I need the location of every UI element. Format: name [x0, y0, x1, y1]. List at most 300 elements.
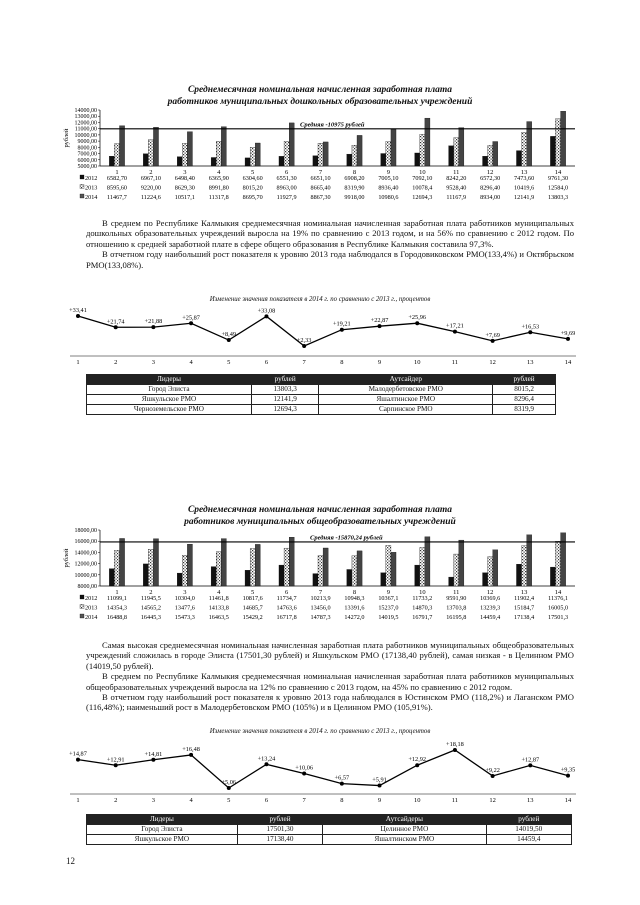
data-label: 13703,8: [446, 604, 467, 612]
data-label: 11099,1: [107, 595, 127, 602]
data-label: 12141,9: [514, 194, 535, 201]
x-tick-label: 12: [489, 359, 496, 366]
change-point: [151, 758, 155, 762]
bar-chart-general-education: [60, 526, 580, 636]
bar-2012: [143, 154, 148, 166]
change-point: [491, 774, 495, 778]
bar-2012: [483, 156, 488, 166]
x-tick-label: 8: [352, 589, 357, 596]
bar-2013: [182, 555, 187, 586]
change-label: +25,87: [182, 314, 200, 322]
bar-2014: [357, 135, 362, 166]
bar-2012: [143, 564, 148, 586]
legend-label: 2013: [85, 604, 98, 612]
change-point: [76, 314, 80, 318]
data-label: 14565,2: [140, 604, 161, 612]
legend-marker-2012: [80, 595, 84, 599]
bar-2012: [449, 146, 454, 166]
change-label: +22,87: [370, 317, 389, 325]
change-label: +12,87: [521, 756, 540, 764]
change-point: [302, 772, 306, 776]
bar-2014: [323, 142, 328, 166]
data-label: 9918,00: [344, 194, 365, 201]
bar-2013: [352, 145, 357, 166]
change-point: [76, 758, 80, 762]
outsider-value: 8015,2: [493, 385, 556, 395]
data-label: 10980,6: [378, 194, 399, 201]
x-tick-label: 4: [189, 797, 193, 804]
x-tick-label: 8: [340, 359, 344, 366]
legend-marker-2012: [80, 175, 84, 179]
change-label: +12,92: [408, 756, 427, 764]
bar-2014: [425, 537, 430, 586]
data-label: 14459,4: [480, 614, 501, 621]
bar-2013: [284, 548, 289, 586]
bar-2012: [415, 153, 420, 166]
y-tick-label: 18000,00: [74, 528, 97, 534]
bar-2013: [454, 138, 459, 166]
x-tick-label: 3: [151, 359, 156, 366]
data-label: 14133,8: [208, 604, 229, 612]
data-label: 11467,7: [107, 194, 127, 201]
x-tick-label: 1: [115, 169, 119, 176]
x-tick-label: 6: [264, 359, 269, 366]
bar-2012: [516, 564, 521, 586]
data-label: 16195,8: [446, 614, 467, 621]
data-label: 8936,40: [378, 184, 399, 192]
bar-2013: [488, 145, 493, 166]
bar-2012: [313, 156, 318, 166]
table-header: рублей: [251, 375, 318, 385]
data-label: 15473,3: [174, 614, 195, 621]
bar-2013: [318, 555, 323, 586]
data-label: 16488,8: [106, 614, 128, 621]
y-tick-label: 16000,00: [74, 539, 97, 546]
change-chart1-title: Изменение значения показателя в 2014 г. по сравнению с 2013 г., процентов: [209, 296, 431, 303]
change-point: [227, 786, 231, 790]
bar-2014: [221, 539, 226, 586]
bar-2012: [550, 567, 555, 586]
outsider-value: 14459,4: [486, 835, 571, 845]
data-label: 8934,00: [480, 194, 501, 201]
outsider-value: 14019,50: [486, 825, 571, 835]
change-label: +17,21: [446, 322, 464, 330]
x-tick-label: 11: [453, 589, 460, 596]
change-label: +7,69: [485, 331, 500, 339]
x-tick-label: 7: [318, 589, 323, 596]
table-row: [87, 405, 556, 415]
x-tick-label: 7: [302, 797, 306, 804]
bar-2013: [352, 556, 357, 586]
change-point: [302, 344, 306, 348]
x-tick-label: 11: [453, 169, 460, 176]
x-tick-label: 5: [251, 589, 255, 596]
bar-2012: [177, 573, 182, 586]
data-label: 11167,9: [446, 194, 467, 201]
x-tick-label: 10: [413, 797, 421, 804]
data-label: 16791,7: [412, 614, 433, 621]
bar-2013: [148, 140, 153, 166]
bar-2014: [255, 544, 260, 586]
data-label: 6651,10: [310, 175, 331, 182]
bar-2012: [279, 565, 284, 586]
data-label: 8695,70: [242, 194, 263, 201]
data-label: 14019,5: [378, 614, 399, 621]
x-tick-label: 4: [217, 169, 221, 176]
data-label: 8296,40: [480, 184, 501, 192]
bar-2013: [216, 552, 221, 586]
data-label: 8867,30: [310, 194, 331, 201]
data-label: 8665,40: [310, 184, 331, 192]
change-label: +14,87: [69, 750, 87, 758]
data-label: 16445,3: [140, 614, 161, 621]
x-tick-label: 14: [554, 589, 562, 596]
data-label: 13239,3: [480, 604, 501, 612]
bar-2012: [381, 154, 386, 166]
legend-marker-2013: [80, 185, 84, 189]
leader-name: Яшкульское РМО: [87, 835, 238, 845]
bar-2013: [522, 132, 527, 166]
x-tick-label: 9: [386, 169, 391, 176]
data-label: 8963,00: [276, 184, 297, 192]
table-header: Лидеры: [87, 815, 238, 825]
data-label: 9528,40: [446, 184, 467, 192]
bar-2012: [449, 577, 454, 586]
change-point: [114, 325, 118, 329]
legend-label: 2012: [85, 595, 98, 602]
x-tick-label: 5: [227, 359, 231, 366]
change-label: +5,06: [221, 779, 237, 786]
bar-2013: [488, 557, 493, 586]
change-point: [340, 328, 344, 332]
x-tick-label: 9: [377, 797, 382, 804]
change-label: +12,91: [106, 756, 125, 764]
data-label: 11376,1: [548, 595, 568, 602]
bar-2013: [114, 550, 119, 586]
bar-2012: [245, 158, 250, 166]
change-label: +10,06: [295, 764, 314, 772]
data-label: 6582,70: [106, 175, 128, 182]
change-label: +25,96: [408, 314, 427, 322]
leader-value: 17138,40: [237, 835, 322, 845]
change-label: +9,22: [485, 766, 500, 774]
bar-2014: [459, 128, 464, 166]
table-row: [87, 385, 556, 395]
bar-2013: [148, 549, 153, 586]
data-label: 14354,3: [106, 604, 128, 612]
y-tick-label: 14000,00: [74, 108, 97, 114]
y-tick-label: 10000,00: [74, 132, 97, 139]
y-tick-label: 6000,00: [77, 157, 97, 164]
data-label: 13391,6: [344, 604, 365, 612]
bar-2012: [347, 569, 352, 586]
change-label: +9,69: [560, 329, 576, 337]
section2-paragraph-1: Самая высокая среднемесячная номинальная начисленная заработная плата работников муниципальных общеобразовательных учреждений сложилась в городе Элиста (17501,30 рублей) и Яшкульском РМО (17138,40 рублей), самая низкая - в Целинном РМО (14019,50 рублей).: [86, 640, 574, 671]
x-tick-label: 13: [520, 169, 528, 176]
change-point: [528, 330, 532, 334]
x-tick-label: 11: [451, 359, 459, 366]
x-tick-label: 6: [284, 169, 289, 176]
data-label: 6365,90: [208, 175, 229, 182]
bar-2014: [561, 111, 566, 166]
section2-text: [86, 640, 574, 713]
data-label: 15237,0: [378, 604, 399, 612]
bar-2014: [153, 127, 158, 166]
data-label: 11733,2: [412, 595, 433, 602]
data-label: 10948,3: [344, 595, 365, 602]
data-label: 17501,3: [547, 614, 569, 621]
bar-2014: [255, 143, 260, 166]
data-label: 16717,8: [276, 614, 297, 621]
legend-label: 2014: [85, 614, 98, 621]
table-header: рублей: [493, 375, 556, 385]
bar-2013: [250, 549, 255, 586]
x-tick-label: 1: [76, 359, 80, 366]
bar-2012: [177, 157, 182, 166]
change-point: [189, 753, 193, 757]
x-tick-label: 10: [419, 589, 426, 596]
data-label: 10367,1: [378, 595, 399, 602]
leader-name: Город Элиста: [87, 825, 238, 835]
bar-2012: [279, 156, 284, 166]
chart2-title: [0, 504, 640, 528]
change-label: +33,08: [257, 307, 276, 315]
bar-2014: [561, 533, 566, 586]
change-label: +18,18: [446, 741, 464, 748]
data-label: 10213,9: [310, 595, 331, 602]
average-label: Средняя -15870,24 рублей: [310, 534, 383, 542]
legend-label: 2012: [85, 175, 98, 182]
x-tick-label: 12: [486, 169, 494, 176]
y-tick-label: 8000,00: [77, 145, 97, 152]
bar-2014: [289, 537, 294, 586]
bar-2013: [522, 546, 527, 586]
bar-2012: [211, 158, 216, 166]
data-label: 17138,4: [514, 614, 535, 621]
x-tick-label: 7: [318, 169, 323, 176]
line-chart-preschool-change: [60, 304, 580, 370]
change-label: +19,21: [332, 320, 351, 328]
x-tick-label: 3: [183, 589, 187, 596]
bar-2012: [415, 565, 420, 586]
data-label: 6967,10: [140, 175, 161, 182]
x-tick-label: 12: [489, 797, 496, 804]
data-label: 11927,9: [276, 194, 297, 201]
bar-2013: [555, 119, 560, 166]
change-point: [340, 782, 344, 786]
legend-marker-2014: [80, 194, 84, 198]
bar-2014: [459, 540, 464, 586]
data-label: 8629,30: [174, 184, 195, 192]
data-label: 11902,4: [514, 595, 535, 602]
table-row: [87, 395, 556, 405]
change-point: [566, 337, 570, 341]
change-point: [227, 338, 231, 342]
change-label: +2,33: [296, 337, 312, 344]
section1-text: [86, 218, 574, 270]
y-tick-label: 5000,00: [77, 164, 97, 170]
data-label: 10304,0: [174, 595, 195, 602]
leader-name: Город Элиста: [87, 385, 252, 395]
y-tick-label: 9000,00: [77, 139, 97, 146]
bar-2013: [420, 134, 425, 166]
data-label: 14272,0: [344, 614, 365, 621]
y-tick-label: 13000,00: [74, 114, 97, 121]
leaders-table-general-education: [86, 814, 572, 845]
change-point: [415, 321, 419, 325]
outsider-name: Целинное РМО: [323, 825, 486, 835]
outsider-value: 8296,4: [493, 395, 556, 405]
section2-paragraph-3: В отчетном году наибольший рост показателя к уровню 2013 года наблюдался в Юстинском РМО (118,2%) и Лаганском РМО (116,48%); наименьший рост в Малодербетовском РМО (105%) и в Целинном РМО (105,91%).: [86, 692, 574, 713]
chart2-title-line2: работников муниципальных общеобразовательных учреждений: [184, 517, 456, 527]
change-point: [114, 763, 118, 767]
x-tick-label: 14: [554, 169, 562, 176]
change-point: [264, 762, 268, 766]
x-tick-label: 8: [352, 169, 357, 176]
data-label: 8991,80: [208, 184, 229, 192]
leaders-table-preschool: [86, 374, 556, 415]
legend-label: 2013: [85, 184, 98, 192]
chart1-title-line1: Среднемесячная номинальная начисленная заработная плата: [187, 85, 453, 95]
bar-2012: [211, 567, 216, 586]
data-label: 9761,30: [547, 175, 569, 182]
bar-2014: [357, 551, 362, 586]
average-label: Средняя -10975 рублей: [300, 121, 365, 129]
data-label: 8319,90: [344, 184, 365, 192]
x-tick-label: 13: [520, 589, 528, 596]
bar-2012: [516, 151, 521, 166]
change-label: +9,35: [560, 766, 576, 774]
bar-2013: [386, 142, 391, 166]
x-tick-label: 1: [76, 797, 80, 804]
outsider-name: Сарпинское РМО: [319, 405, 493, 415]
x-tick-label: 4: [189, 359, 193, 366]
data-label: 7473,60: [514, 175, 535, 182]
change-label: +33,41: [69, 307, 87, 314]
x-tick-label: 12: [486, 589, 494, 596]
change-point: [151, 325, 155, 329]
data-label: 6304,60: [242, 175, 263, 182]
data-label: 14787,3: [310, 614, 331, 621]
x-tick-label: 2: [114, 359, 118, 366]
x-tick-label: 2: [114, 797, 118, 804]
leader-value: 12141,9: [251, 395, 318, 405]
change-label: +13,24: [257, 755, 276, 763]
bar-2012: [347, 154, 352, 166]
chart1-title: [0, 84, 640, 108]
data-label: 15429,2: [242, 614, 263, 621]
bar-2013: [318, 143, 323, 166]
data-label: 12694,3: [412, 194, 433, 201]
x-tick-label: 14: [564, 359, 572, 366]
bar-2012: [381, 573, 386, 586]
data-label: 9591,90: [446, 595, 467, 602]
table-row: [87, 835, 572, 845]
change-point: [378, 784, 382, 788]
table-header: Аутсайдеры: [323, 815, 486, 825]
data-label: 6551,30: [276, 175, 297, 182]
change-point: [378, 324, 382, 328]
x-tick-label: 10: [413, 359, 421, 366]
change-chart2-title: Изменение значения показателя в 2014 г. по сравнению с 2013 г., процентов: [209, 728, 431, 735]
change-label: +21,74: [106, 318, 125, 326]
y-axis-label: рублей: [63, 128, 70, 148]
bar-2014: [493, 142, 498, 166]
change-label: +6,57: [334, 774, 350, 782]
data-label: 11461,8: [208, 595, 229, 602]
data-label: 10369,6: [480, 595, 501, 602]
bar-2014: [120, 538, 125, 586]
bar-2013: [454, 554, 459, 586]
x-tick-label: 3: [151, 797, 156, 804]
bar-2014: [187, 544, 192, 586]
bar-2014: [493, 550, 498, 586]
x-tick-label: 10: [419, 169, 426, 176]
bar-chart-preschool: [60, 106, 580, 218]
bar-2012: [109, 156, 114, 166]
legend-marker-2013: [80, 605, 84, 609]
change-point: [453, 330, 457, 334]
x-tick-label: 9: [386, 589, 391, 596]
data-label: 14870,3: [412, 604, 433, 612]
x-tick-label: 6: [284, 589, 289, 596]
data-label: 14763,6: [276, 604, 297, 612]
y-tick-label: 12000,00: [74, 120, 97, 127]
data-label: 11945,5: [140, 595, 161, 602]
table-header: рублей: [486, 815, 571, 825]
table-header: Лидеры: [87, 375, 252, 385]
table-header: рублей: [237, 815, 322, 825]
section1-paragraph-1: В среднем по Республике Калмыкия среднемесячная номинальная начисленная заработная плата работников муниципальных дошкольных образовательных учреждений выросла на 19% по сравнению с 2013 годом, и на 56% по сравнению с 2012 годом. По отношению к средней заработной плате в сфере общего образования в Республике Калмыкия составила 97,3%.: [86, 218, 574, 249]
x-tick-label: 5: [227, 797, 231, 804]
bar-2013: [420, 548, 425, 586]
change-point: [566, 774, 570, 778]
outsider-name: Яшалтинском РМО: [323, 835, 486, 845]
outsider-name: Малодербетовское РМО: [319, 385, 493, 395]
x-tick-label: 9: [377, 359, 382, 366]
bar-2013: [555, 541, 560, 586]
bar-2012: [109, 569, 114, 586]
data-label: 13477,6: [174, 604, 195, 612]
bar-2013: [386, 545, 391, 586]
change-point: [415, 763, 419, 767]
leader-value: 17501,30: [237, 825, 322, 835]
leader-value: 13803,3: [251, 385, 318, 395]
bar-2013: [216, 141, 221, 166]
bar-2013: [284, 141, 289, 166]
data-label: 11317,8: [208, 194, 229, 201]
bar-2013: [250, 147, 255, 166]
change-label: +8,49: [221, 331, 237, 339]
legend-label: 2014: [85, 194, 98, 201]
data-label: 7005,10: [378, 175, 399, 182]
data-label: 11224,6: [140, 194, 161, 201]
y-tick-label: 7000,00: [77, 151, 97, 158]
change-label: +21,88: [144, 318, 163, 326]
data-label: 10517,1: [174, 194, 195, 201]
bar-2014: [391, 129, 396, 166]
change-label: +14,81: [144, 750, 163, 758]
x-tick-label: 6: [264, 797, 269, 804]
x-tick-label: 2: [149, 169, 153, 176]
x-tick-label: 14: [564, 797, 572, 804]
data-label: 8242,20: [446, 175, 467, 182]
bar-2014: [425, 118, 430, 166]
bar-2013: [114, 144, 119, 166]
chart2-title-line1: Среднемесячная номинальная начисленная заработная плата: [187, 505, 453, 515]
x-tick-label: 3: [183, 169, 187, 176]
outsider-value: 8319,9: [493, 405, 556, 415]
